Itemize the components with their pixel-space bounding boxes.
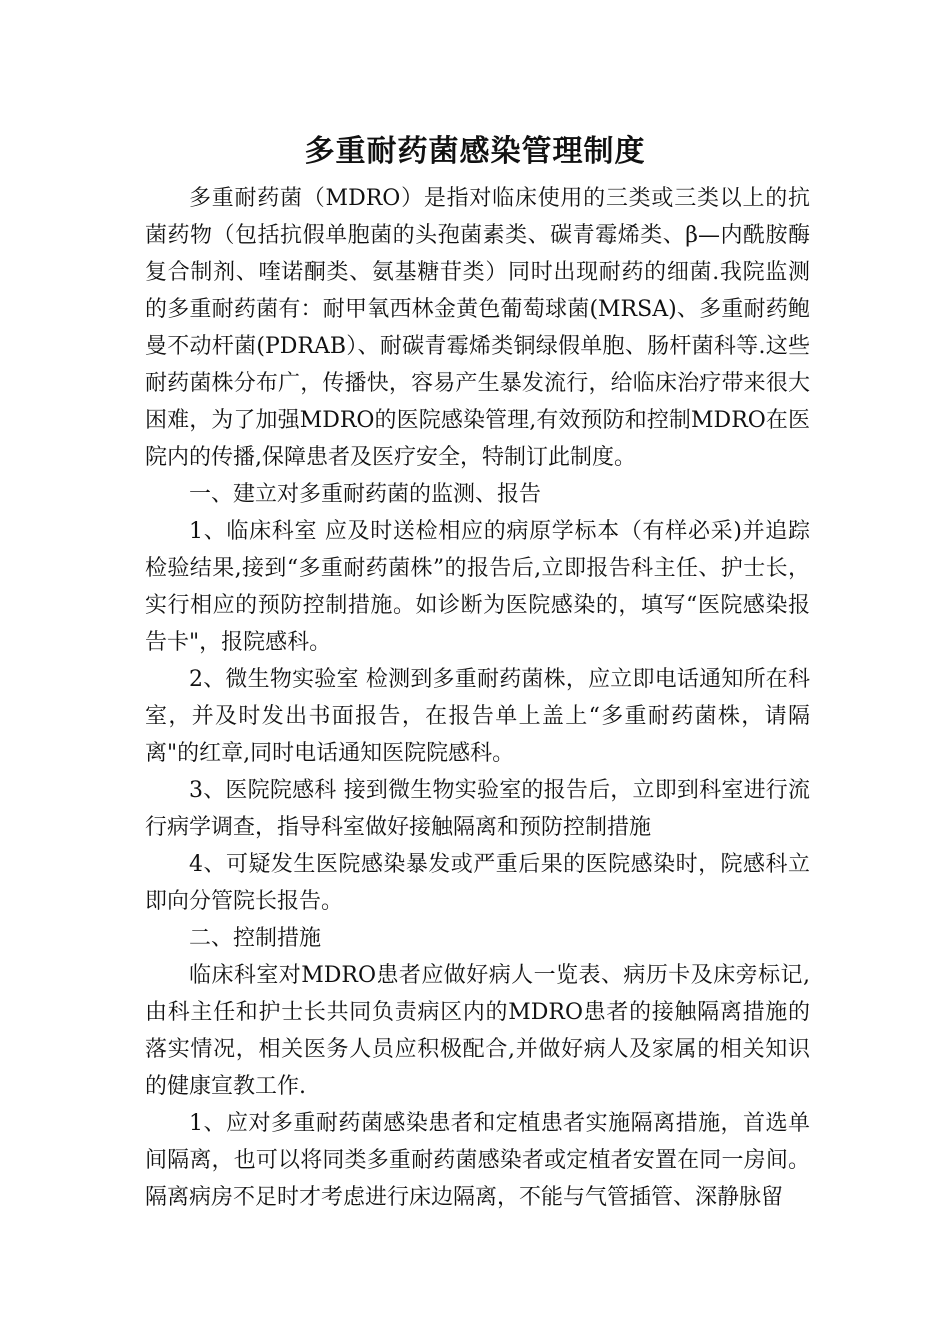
- paragraph-infection-control: 3、医院院感科 接到微生物实验室的报告后，立即到科室进行流行病学调查，指导科室做好接触隔离和预防控制措施: [145, 778, 810, 840]
- document-title: 多重耐药菌感染管理制度: [304, 134, 646, 169]
- document-body: [145, 180, 810, 1216]
- paragraph-control-intro: 临床科室对MDRO患者应做好病人一览表、病历卡及床旁标记,由科主任和护士长共同负责病区内的MDRO患者的接触隔离措施的落实情况，相关医务人员应积极配合,并做好病人及家属的相关知识的健康宣教工作.: [145, 963, 810, 1099]
- section-heading-control: 二、控制措施: [189, 926, 322, 951]
- paragraph-clinical-dept: 1、临床科室 应及时送检相应的病原学标本（有样必采)并追踪检验结果,接到“多重耐药菌株”的报告后,立即报告科主任、护士长，实行相应的预防控制措施。如诊断为医院感染的，填写“医院感染报告卡"，报院感科。: [145, 519, 810, 655]
- paragraph-microbiology-lab: 2、微生物实验室 检测到多重耐药菌株，应立即电话通知所在科室，并及时发出书面报告，在报告单上盖上“多重耐药菌株，请隔离"的红章,同时电话通知医院院感科。: [145, 667, 810, 766]
- section-heading-monitoring: 一、建立对多重耐药菌的监测、报告: [189, 482, 542, 507]
- paragraph-intro: 多重耐药菌（MDRO）是指对临床使用的三类或三类以上的抗菌药物（包括抗假单胞菌的头孢菌素类、碳青霉烯类、β—内酰胺酶复合制剂、喹诺酮类、氨基糖苷类）同时出现耐药的细菌.我院监测的多重耐药菌有：耐甲氧西林金黄色葡萄球菌(MRSA)、多重耐药鲍曼不动杆菌(PDRAB）、耐碳青霉烯类铜绿假单胞、肠杆菌科等.这些耐药菌株分布广，传播快，容易产生暴发流行，给临床治疗带来很大困难，为了加强MDRO的医院感染管理,有效预防和控制MDRO在医院内的传播,保障患者及医疗安全，特制订此制度。: [145, 186, 810, 470]
- paragraph-isolation: 1、应对多重耐药菌感染患者和定植患者实施隔离措施，首选单间隔离，也可以将同类多重耐药菌感染者或定植者安置在同一房间。隔离病房不足时才考虑进行床边隔离，不能与气管插管、深静脉留: [145, 1111, 810, 1210]
- paragraph-outbreak-report: 4、可疑发生医院感染暴发或严重后果的医院感染时，院感科立即向分管院长报告。: [145, 852, 810, 914]
